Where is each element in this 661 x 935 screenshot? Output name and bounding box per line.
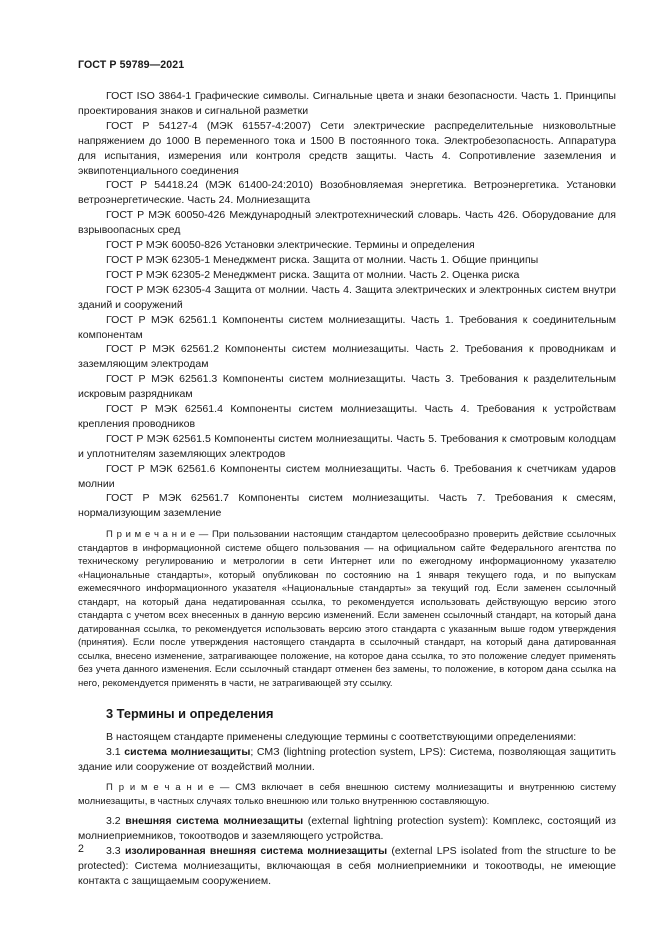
reference-item: ГОСТ Р МЭК 62561.3 Компоненты систем молниезащиты. Часть 3. Требования к разделительным искровым разрядникам bbox=[78, 373, 616, 401]
note-text: — При пользовании настоящим стандартом целесообразно проверить действие ссылочных стандартов в информационной системе общего пользования — на официальном сайте Федерального агентства по техническому регулированию и метрологии в сети Интернет или по ежегодному информационному указателю «Национальные стандарты», который опубликован по состоянию на 1 января текущего года, и по выпускам ежемесячного информационного указателя «Национальные стандарты» за текущий год. Если заменен ссылочный стандарт, на который дана недатированная ссылка, то рекомендуется использовать действующую версию этого стандарта с учетом всех внесенных в данную версию изменений. Если заменен ссылочный стандарт, на который дана датированная ссылка, то рекомендуется использовать версию этого стандарта с указанным выше годом утверждения (принятия). Если после утверждения настоящего стандарта в ссылочный стандарт, на который дана датированная ссылка, внесено изменение, затрагивающее положение, на которое дана ссылка, то это положение следует применять без учета данного изменения. Если ссылочный стандарт отменен без замены, то положение, в котором дана ссылка на него, рекомендуется применять в части, не затрагивающей эту ссылку. bbox=[78, 529, 616, 689]
reference-item: ГОСТ Р МЭК 62561.6 Компоненты систем молниезащиты. Часть 6. Требования к счетчикам ударов молнии bbox=[78, 462, 616, 490]
term-3-2 bbox=[78, 814, 616, 844]
document-header: ГОСТ Р 59789—2021 bbox=[78, 59, 185, 71]
page-content bbox=[78, 89, 616, 889]
term-definition: ; СМЗ (lightning protection system, LPS): Система, позволяющая защитить здание или сооружение от воздействий молнии. bbox=[78, 746, 616, 774]
term-number: 3.2 bbox=[106, 815, 126, 827]
page-number: 2 bbox=[78, 843, 84, 855]
note-label: П р и м е ч а н и е bbox=[106, 782, 215, 793]
term-3-1 bbox=[78, 745, 616, 775]
section-intro: В настоящем стандарте применены следующие термины с соответствующими определениями: bbox=[106, 731, 577, 744]
reference-item: ГОСТ Р МЭК 62561.1 Компоненты систем молниезащиты. Часть 1. Требования к соединительным компонентам bbox=[78, 313, 616, 341]
reference-item: ГОСТ Р МЭК 60050-426 Международный электротехнический словарь. Часть 426. Оборудование для взрывоопасных сред bbox=[78, 209, 616, 237]
reference-item: ГОСТ Р МЭК 60050-826 Установки электрические. Термины и определения bbox=[106, 239, 475, 252]
term-3-3 bbox=[78, 844, 616, 889]
term-number: 3.1 bbox=[106, 746, 125, 759]
reference-item: ГОСТ Р МЭК 62305-4 Защита от молнии. Часть 4. Защита электрических и электронных систем внутри зданий и сооружений bbox=[78, 283, 616, 311]
normative-references-list bbox=[78, 89, 616, 521]
note-label: П р и м е ч а н и е bbox=[106, 529, 196, 541]
reference-item: ГОСТ Р МЭК 62305-2 Менеджмент риска. Защита от молнии. Часть 2. Оценка риска bbox=[106, 268, 520, 281]
note-text: — СМЗ включает в себя внешнюю систему молниезащиты и внутреннюю систему молниезащиты, в частных случаях только внешнюю или только внутреннюю составляющую. bbox=[78, 782, 616, 807]
references-note bbox=[78, 528, 616, 690]
reference-item: ГОСТ Р МЭК 62561.7 Компоненты систем молниезащиты. Часть 7. Требования к смесям, нормализующим заземление bbox=[78, 492, 616, 520]
reference-item: ГОСТ Р 54127-4 (МЭК 61557-4:2007) Сети электрические распределительные низковольтные напряжением до 1000 В переменного тока и 1500 В постоянного тока. Электробезопасность. Аппаратура для испытания, измерения или контроля средств защиты. Часть 4. Сопротивление заземления и эквипотенциального соединения bbox=[78, 119, 616, 177]
term-name: система молниезащиты bbox=[124, 746, 251, 759]
section-title: 3 Термины и определения bbox=[106, 706, 274, 722]
term-definition: (external lightning protection system): Комплекс, состоящий из молниеприемников, токоотводов и заземляющего устройства. bbox=[78, 815, 616, 842]
reference-item: ГОСТ Р МЭК 62305-1 Менеджмент риска. Защита от молнии. Часть 1. Общие принципы bbox=[106, 253, 539, 266]
term-name: внешняя система молниезащиты bbox=[125, 815, 304, 827]
reference-item: ГОСТ ISO 3864-1 Графические символы. Сигнальные цвета и знаки безопасности. Часть 1. Принципы проектирования знаков и сигнальной разметки bbox=[78, 90, 616, 117]
term-number: 3.3 bbox=[106, 844, 125, 857]
term-name: изолированная внешняя система молниезащиты bbox=[124, 844, 388, 857]
reference-item: ГОСТ Р МЭК 62561.5 Компоненты систем молниезащиты. Часть 5. Требования к смотровым колодцам и уплотнителям заземляющих электродов bbox=[78, 432, 616, 460]
reference-item: ГОСТ Р 54418.24 (МЭК 61400-24:2010) Возобновляемая энергетика. Ветроэнергетика. Установки ветроэнергетические. Часть 24. Молниезащита bbox=[78, 179, 616, 207]
term-definition: (external LPS isolated from the structure to be protected): Система молниезащиты, включающая в себя молниеприемники и токоотводы, не имеющие контакта с защищаемым сооружением. bbox=[78, 844, 617, 887]
reference-item: ГОСТ Р МЭК 62561.4 Компоненты систем молниезащиты. Часть 4. Требования к устройствам крепления проводников bbox=[78, 403, 616, 430]
term-note bbox=[78, 781, 616, 808]
reference-item: ГОСТ Р МЭК 62561.2 Компоненты систем молниезащиты. Часть 2. Требования к проводникам и заземляющим электродам bbox=[78, 343, 616, 371]
